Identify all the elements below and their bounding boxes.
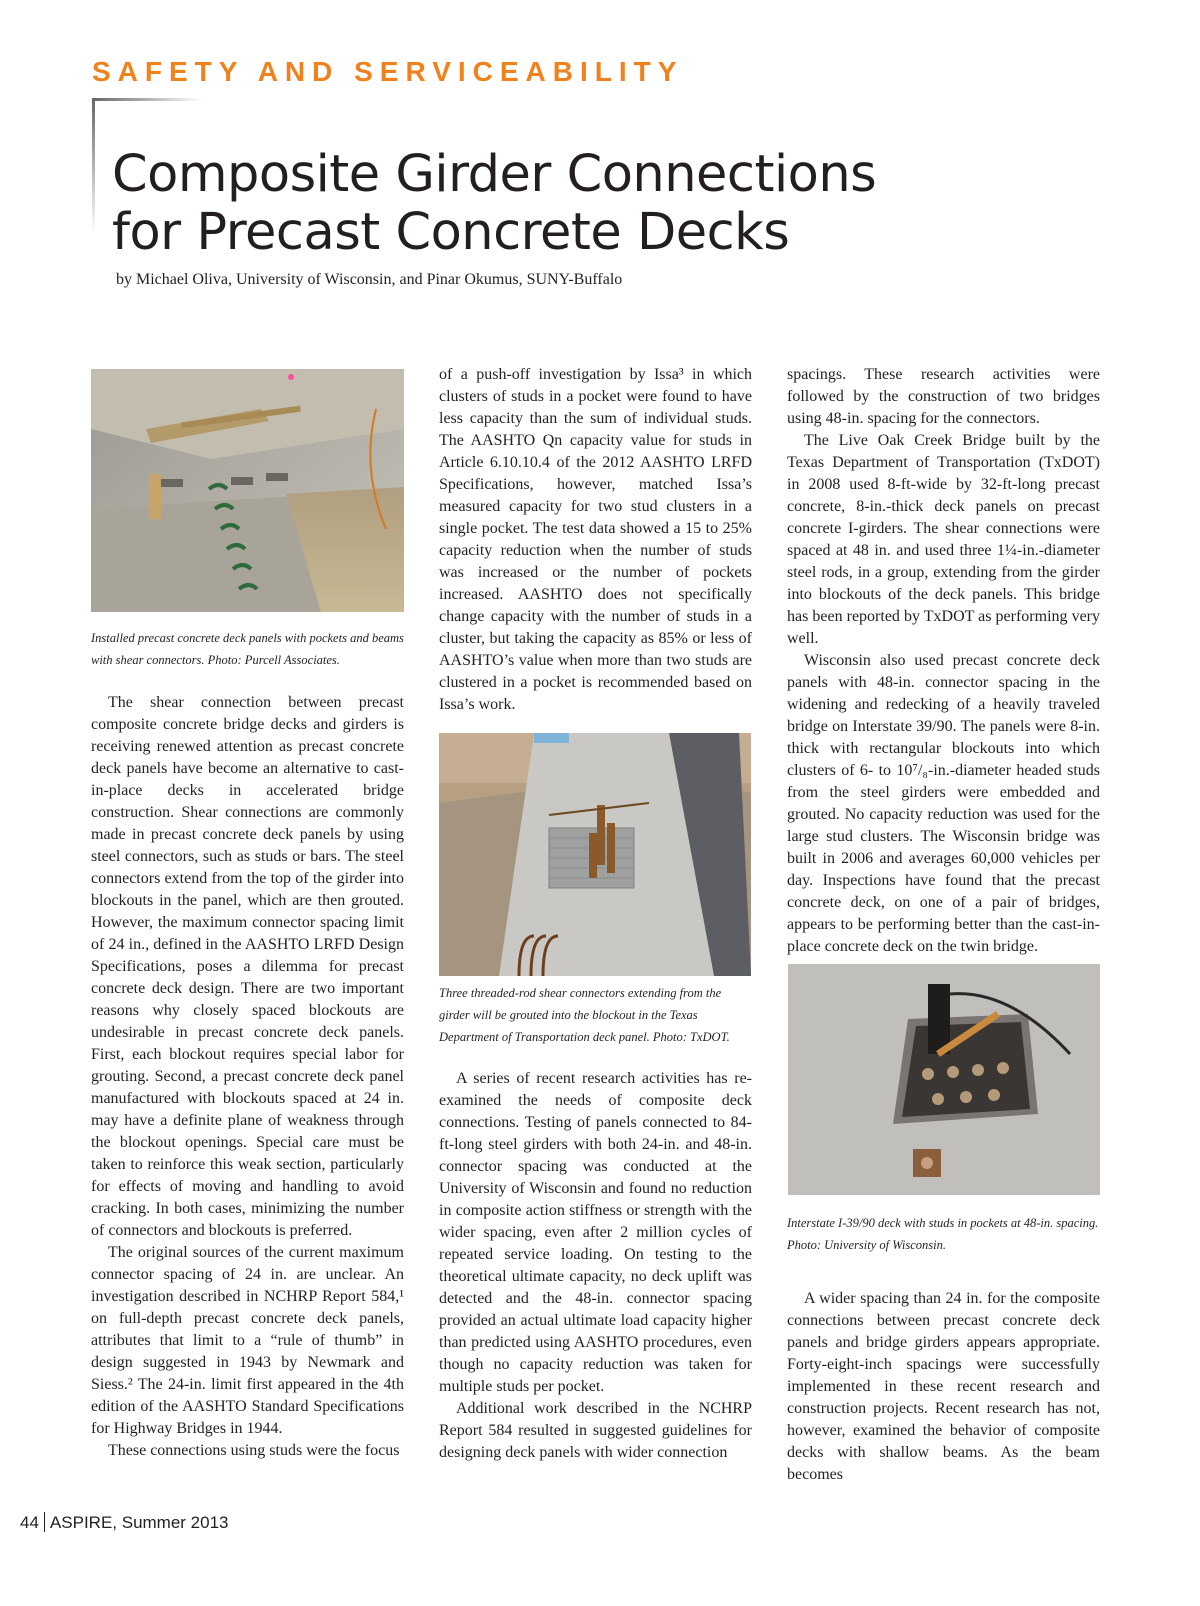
page-footer xyxy=(20,1512,229,1533)
photo-deck-panels xyxy=(91,369,404,612)
article-title xyxy=(112,146,876,262)
col3-paragraph-1: spacings. These research activities were followed by the construction of two bridges using 48-in. spacing for the connectors. xyxy=(787,366,1100,427)
caption-threaded-rod-connectors: Three threaded-rod shear connectors extending from the girder will be grouted into the blockout in the Texas Department of Transportation deck panel. Photo: TxDOT. xyxy=(439,986,730,1044)
col3-paragraph-2: The Live Oak Creek Bridge built by the Texas Department of Transportation (TxDOT) in 2008 used 8-ft-wide by 32-ft-long precast concrete, 8-in.-thick deck panels on precast concrete I-girders. The shear connections were spaced at 48 in. and used three 1¼-in.-diameter steel rods, in a group, extending from the girder into blockouts of the deck panels. This bridge has been reported by TxDOT as performing very well. xyxy=(787,432,1100,647)
page-number: 44 xyxy=(20,1513,39,1532)
photo-studs-in-pockets xyxy=(788,964,1100,1195)
column-2 xyxy=(439,364,752,716)
col2-paragraph-3: Additional work described in the NCHRP Report 584 resulted in suggested guidelines for designing deck panels with wider connection xyxy=(439,1400,752,1461)
column-2-continued xyxy=(439,1068,752,1464)
footer-divider xyxy=(44,1512,45,1532)
col3-paragraph-3: Wisconsin also used precast concrete deck panels with 48-in. connector spacing in the widening and redecking of a heavily traveled bridge on Interstate 39/90. The panels were 8-in. thick with rectangular blockouts into which clusters of 6- to 10⁷/₈-in.-diameter headed studs from the steel girders were embedded and grouted. No capacity reduction was used for the large stud clusters. The Wisconsin bridge was built in 2006 and averages 60,000 vehicles per day. Inspections have found that the precast concrete deck, on one of a pair of bridges, appears to be performing better than the cast-in-place concrete deck on the twin bridge. xyxy=(787,652,1100,955)
col1-paragraph-1: The shear connection between precast composite concrete bridge decks and girders is receiving renewed attention as precast concrete deck panels have become an alternative to cast-in-place decks in accelerated bridge construction. Shear connections are commonly made in precast concrete deck panels by using steel connectors, such as studs or bars. The steel connectors extend from the top of the girder into blockouts in the panel, which are then grouted. However, the maximum connector spacing limit of 24 in., defined in the AASHTO LRFD Design Specifications, poses a dilemma for precast concrete deck design. There are two important reasons why closely spaced blockouts are undesirable in precast concrete deck panels. First, each blockout requires special labor for grouting. Second, a precast concrete deck panel manufactured with blockouts spaced at 24 in. may have a definite plane of weakness through the blockout openings. Special care must be taken to reinforce this weak section, particularly for effects of moving and handling to avoid cracking. In both cases, minimizing the number of connectors and blockouts is preferred. xyxy=(91,694,404,1239)
col1-paragraph-2: The original sources of the current maximum connector spacing of 24 in. are unclear. An investigation described in NCHRP Report 584,¹ on full-depth precast concrete deck panels, attributes that limit to a “rule of thumb” in design suggested in 1943 by Newmark and Siess.² The 24-in. limit first appeared in the 4th edition of the AASHTO Standard Specifications for Highway Bridges in 1944. xyxy=(91,1244,404,1437)
caption-studs-in-pockets: Interstate I-39/90 deck with studs in pockets at 48-in. spacing. Photo: University of Wisconsin. xyxy=(787,1216,1099,1252)
section-kicker: SAFETY AND SERVICEABILITY xyxy=(92,56,684,87)
column-3-continued xyxy=(787,1288,1100,1486)
article-title-line-1: Composite Girder Connections xyxy=(112,145,877,204)
title-corner-rule-horizontal xyxy=(92,98,202,101)
photo-threaded-rod-connectors xyxy=(439,733,751,976)
caption-deck-panels: Installed precast concrete deck panels with pockets and beams with shear connectors. Photo: Purcell Associates. xyxy=(91,631,404,667)
column-3 xyxy=(787,364,1100,958)
byline: by Michael Oliva, University of Wisconsin, and Pinar Okumus, SUNY-Buffalo xyxy=(116,271,623,288)
col1-paragraph-3: These connections using studs were the focus xyxy=(108,1442,400,1459)
publication-name: ASPIRE, Summer 2013 xyxy=(49,1513,229,1532)
column-1 xyxy=(91,692,404,1462)
col2-paragraph-2: A series of recent research activities has re-examined the needs of composite deck connections. Testing of panels connected to 84-ft-long steel girders with both 24-in. and 48-in. connector spacing was conducted at the University of Wisconsin and found no reduction in composite action stiffness or strength with the wider spacing, even after 2 million cycles of repeated service loading. On testing to the theoretical ultimate capacity, no deck uplift was detected and the 48-in. connector spacing provided an actual ultimate load capacity higher than predicted using AASHTO procedures, even though no capacity reduction was taken for multiple studs per pocket. xyxy=(439,1070,752,1395)
title-corner-rule-vertical xyxy=(92,98,95,233)
article-title-line-2: for Precast Concrete Decks xyxy=(112,203,790,262)
col3-paragraph-4: A wider spacing than 24 in. for the composite connections between precast concrete deck panels and bridge girders appears appropriate. Forty-eight-inch spacings were successfully implemented in these recent research and construction projects. Recent research has not, however, examined the behavior of composite decks with shallow beams. As the beam becomes xyxy=(787,1290,1100,1483)
col2-paragraph-1: of a push-off investigation by Issa³ in which clusters of studs in a pocket were found to have less capacity than the sum of individual studs. The AASHTO Qn capacity value for studs in Article 6.10.10.4 of the 2012 AASHTO LRFD Specifications, however, matched Issa’s measured capacity for two stud clusters in a single pocket. The test data showed a 15 to 25% capacity reduction when the number of studs was increased or the number of pockets increased. AASHTO does not specifically change capacity with the number of studs in a cluster, but taking the capacity as 85% or less of AASHTO’s value when more than two studs are clustered in a pocket is recommended based on Issa’s work. xyxy=(439,366,752,713)
